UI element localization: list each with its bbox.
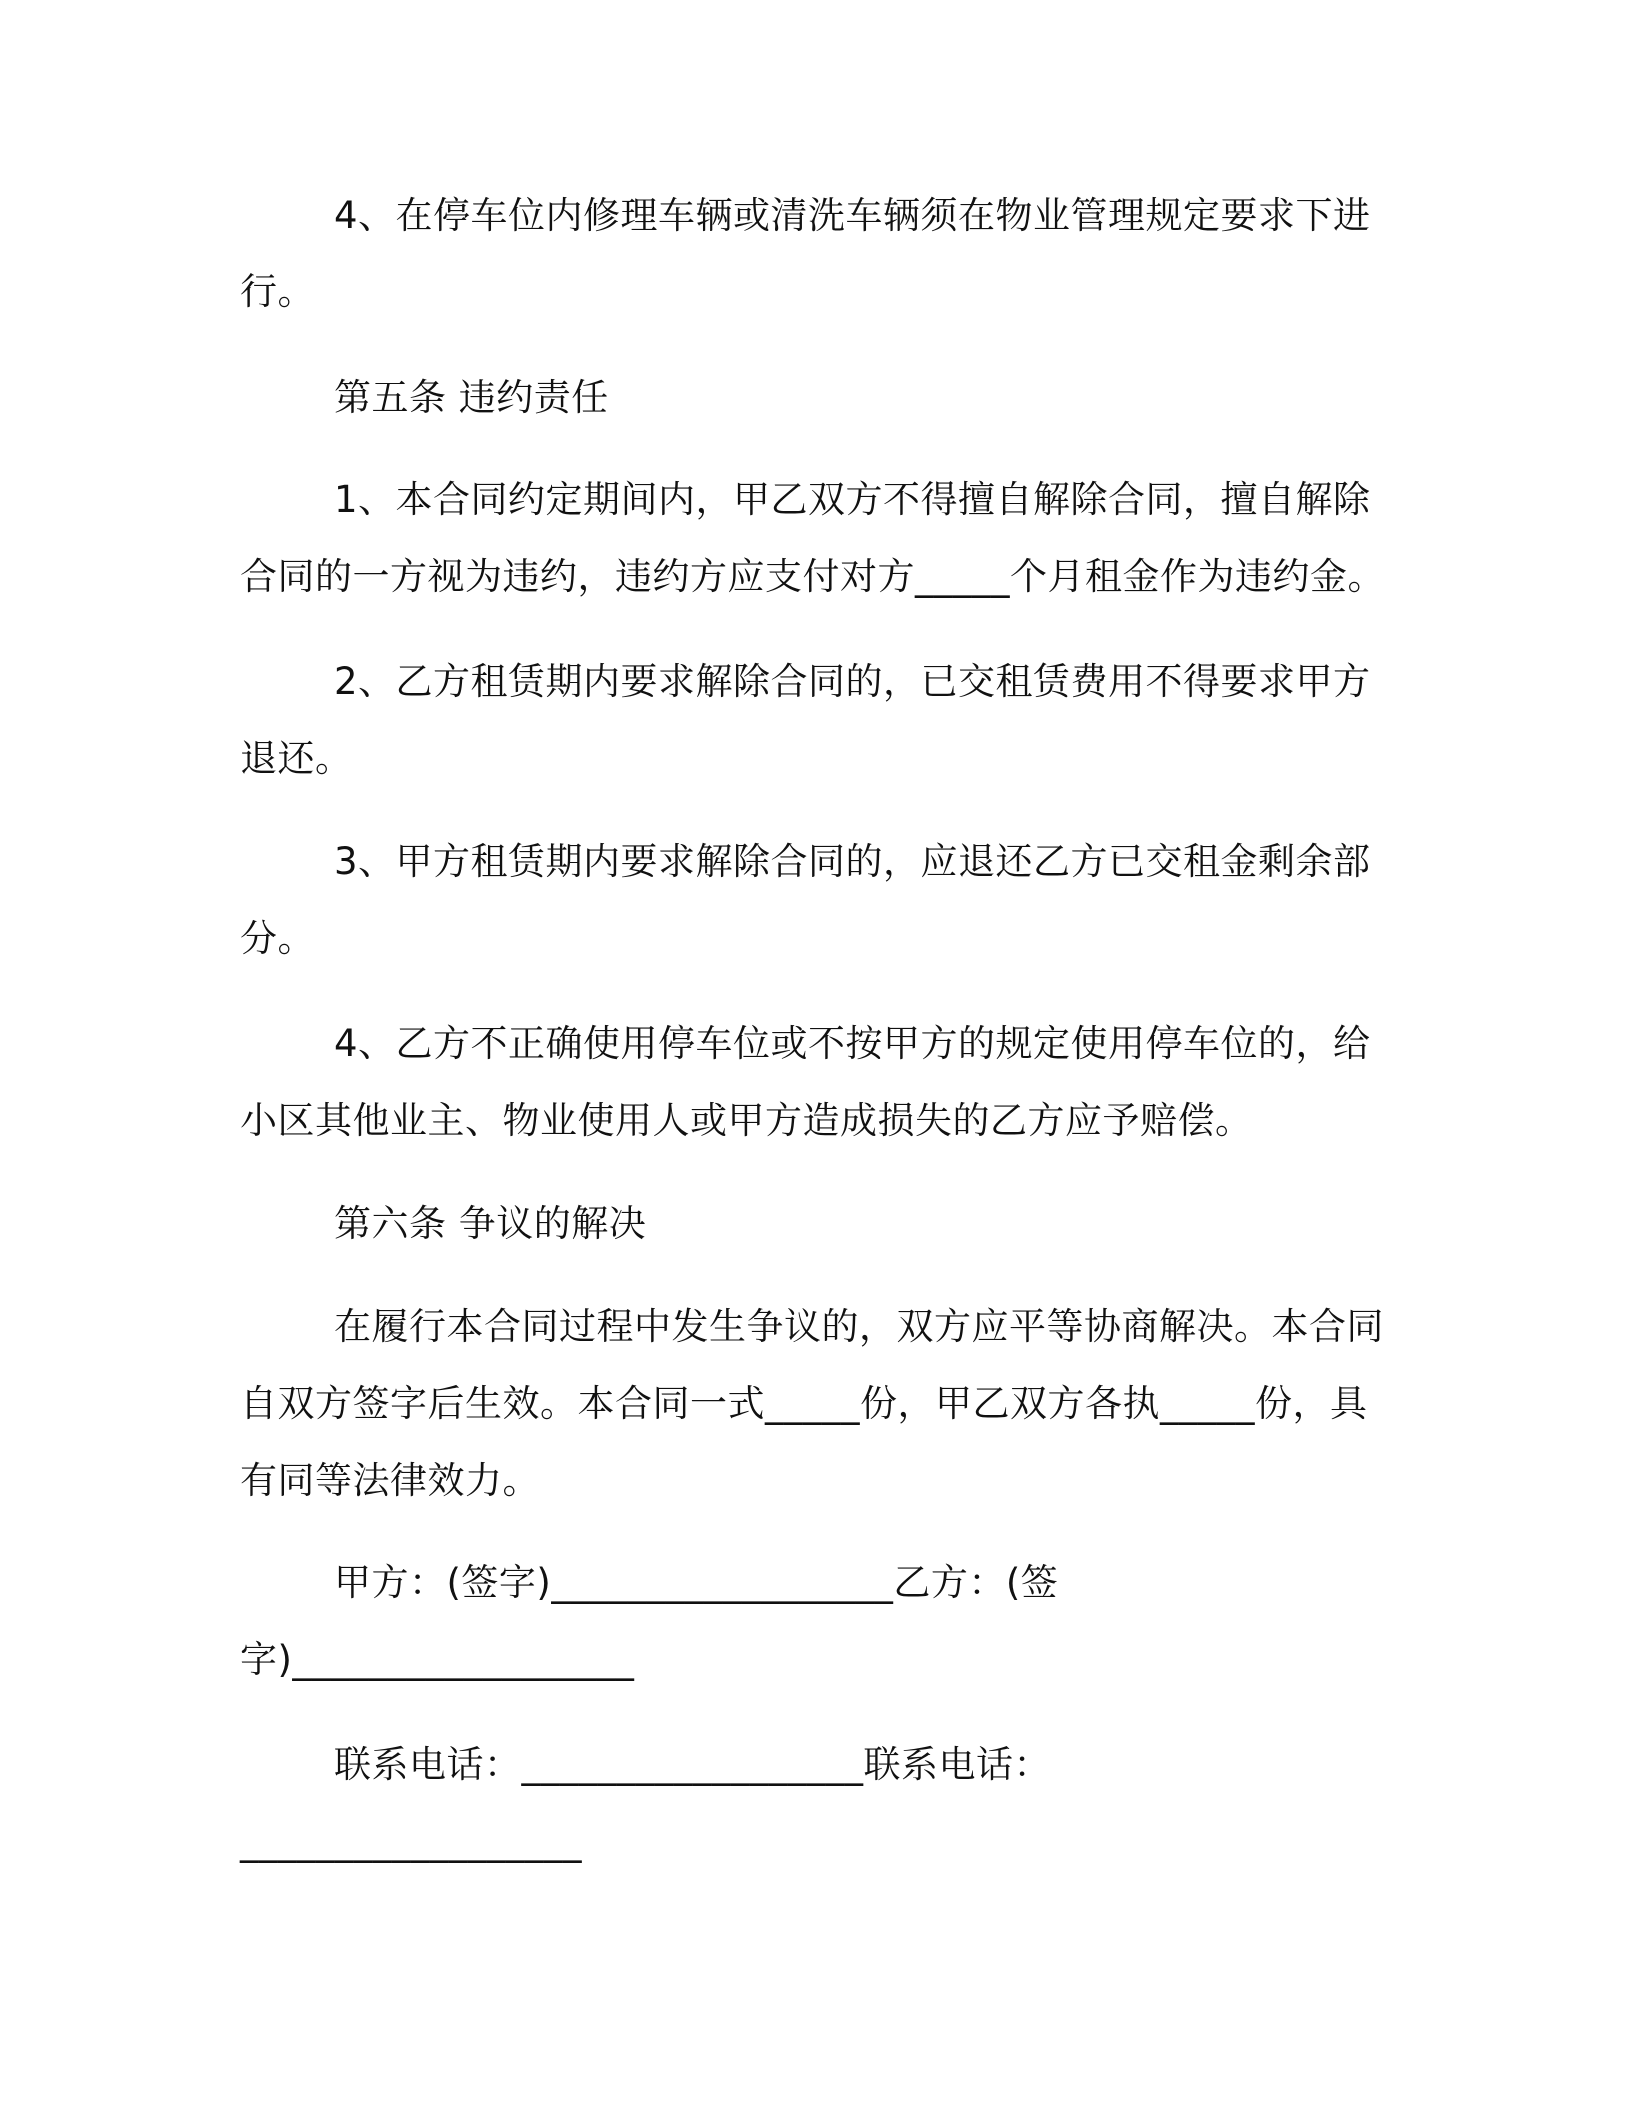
clause-4-repair-line-1: 4、在停车位内修理车辆或清洗车辆须在物业管理规定要求下进 bbox=[334, 194, 1371, 237]
phone-line-2: __________________ bbox=[240, 1820, 582, 1863]
article-5-item-4-line-2: 小区其他业主、物业使用人或甲方造成损失的乙方应予赔偿。 bbox=[240, 1099, 1253, 1142]
signature-line-2: 字)__________________ bbox=[240, 1638, 635, 1681]
article-5-item-2-line-2: 退还。 bbox=[240, 737, 353, 780]
article-5-item-3-line-1: 3、甲方租赁期内要求解除合同的，应退还乙方已交租金剩余部 bbox=[334, 840, 1371, 883]
article-6-heading: 第六条 争议的解决 bbox=[334, 1202, 647, 1245]
article-5-heading: 第五条 违约责任 bbox=[334, 376, 609, 419]
article-6-para-line-1: 在履行本合同过程中发生争议的，双方应平等协商解决。本合同 bbox=[334, 1305, 1384, 1348]
article-5-item-1-line-2: 合同的一方视为违约，违约方应支付对方_____个月租金作为违约金。 bbox=[240, 555, 1385, 598]
article-5-item-2-line-1: 2、乙方租赁期内要求解除合同的，已交租赁费用不得要求甲方 bbox=[334, 660, 1371, 703]
article-5-item-1-line-1: 1、本合同约定期间内，甲乙双方不得擅自解除合同，擅自解除 bbox=[334, 478, 1371, 521]
signature-line-1: 甲方：(签字)__________________乙方：(签 bbox=[334, 1561, 1059, 1604]
article-6-para-line-3: 有同等法律效力。 bbox=[240, 1459, 540, 1502]
phone-line-1: 联系电话：__________________联系电话： bbox=[334, 1743, 1051, 1786]
article-5-item-3-line-2: 分。 bbox=[240, 917, 315, 960]
article-6-para-line-2: 自双方签字后生效。本合同一式_____份，甲乙双方各执_____份，具 bbox=[240, 1382, 1368, 1425]
article-5-item-4-line-1: 4、乙方不正确使用停车位或不按甲方的规定使用停车位的，给 bbox=[334, 1022, 1371, 1065]
clause-4-repair-line-2: 行。 bbox=[240, 270, 315, 313]
